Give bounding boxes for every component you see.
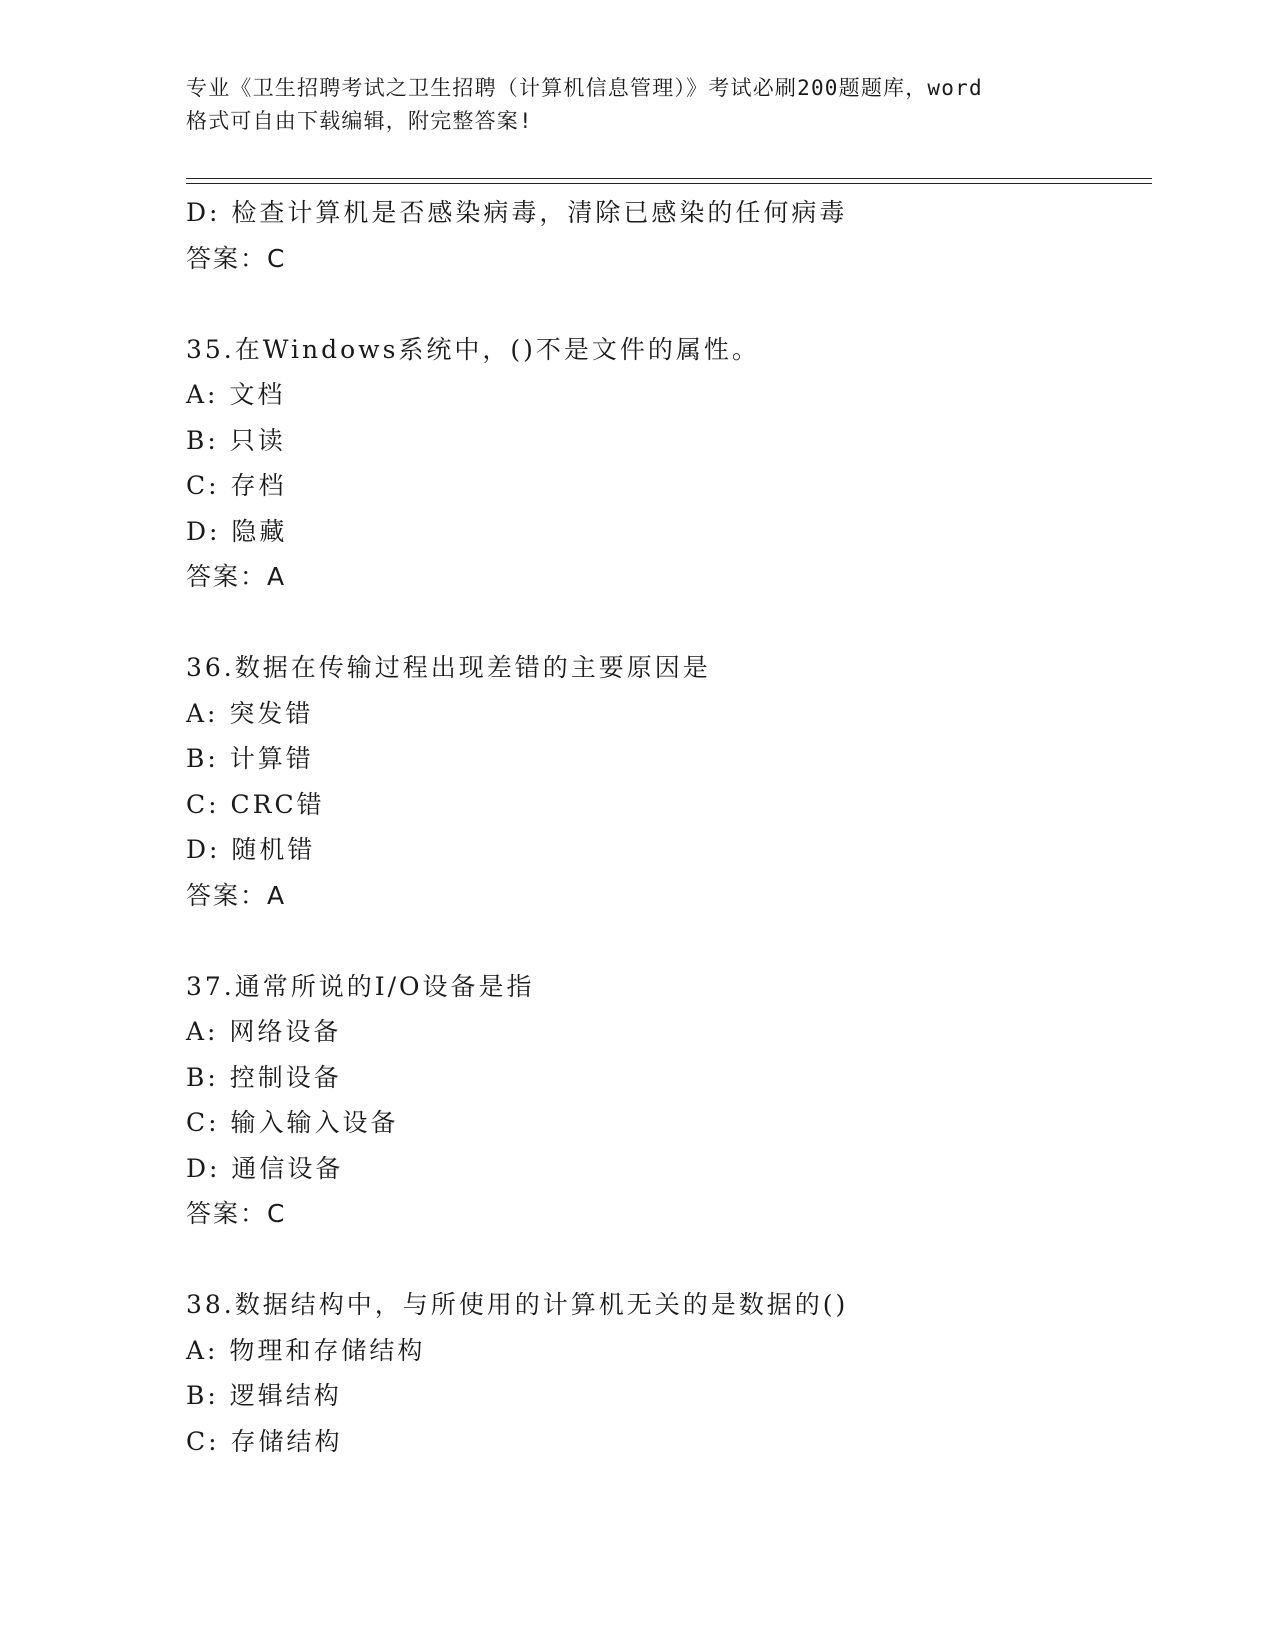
answer: 答案：C [186,243,287,273]
spacer [186,1237,1152,1283]
question-stem: 35.在Windows系统中，()不是文件的属性。 [186,334,760,364]
document-header [186,72,1086,138]
question-37 [186,964,1152,1237]
option-b: B: 控制设备 [186,1062,342,1092]
question-35 [186,327,1152,600]
option-a: A: 物理和存储结构 [186,1335,426,1365]
question-stem: 37.通常所说的I/O设备是指 [186,971,535,1001]
option-d: D: 检查计算机是否感染病毒，清除已感染的任何病毒 [186,198,848,227]
spacer [186,600,1152,646]
option-a: A: 文档 [186,380,286,409]
question-stem: 38.数据结构中，与所使用的计算机无关的是数据的() [186,1290,849,1319]
option-b: B: 只读 [186,425,286,455]
option-c: C: 存档 [186,471,287,500]
option-d: D: 隐藏 [186,516,288,546]
question-36 [186,645,1152,918]
option-b: B: 计算错 [186,744,314,773]
option-c: C: CRC错 [186,789,325,819]
option-b: B: 逻辑结构 [186,1381,342,1410]
option-c: C: 输入输入设备 [186,1108,399,1137]
spacer [186,918,1152,964]
question-38 [186,1282,1152,1464]
header-line-2: 格式可自由下载编辑，附完整答案! [186,109,533,133]
option-c: C: 存储结构 [186,1426,343,1456]
option-a: A: 突发错 [186,698,314,728]
header-divider-bottom [186,183,1152,184]
spacer [186,281,1152,327]
option-d: D: 随机错 [186,835,316,864]
option-d: D: 通信设备 [186,1153,344,1183]
option-a: A: 网络设备 [186,1017,342,1046]
answer: 答案：C [186,1199,287,1228]
question-stem: 36.数据在传输过程出现差错的主要原因是 [186,653,711,682]
document-body [186,190,1152,1464]
header-divider-top [186,178,1152,179]
header-line-1: 专业《卫生招聘考试之卫生招聘（计算机信息管理）》考试必刷200题题库，word [186,76,983,100]
answer: 答案：A [186,562,287,591]
answer: 答案：A [186,880,287,910]
